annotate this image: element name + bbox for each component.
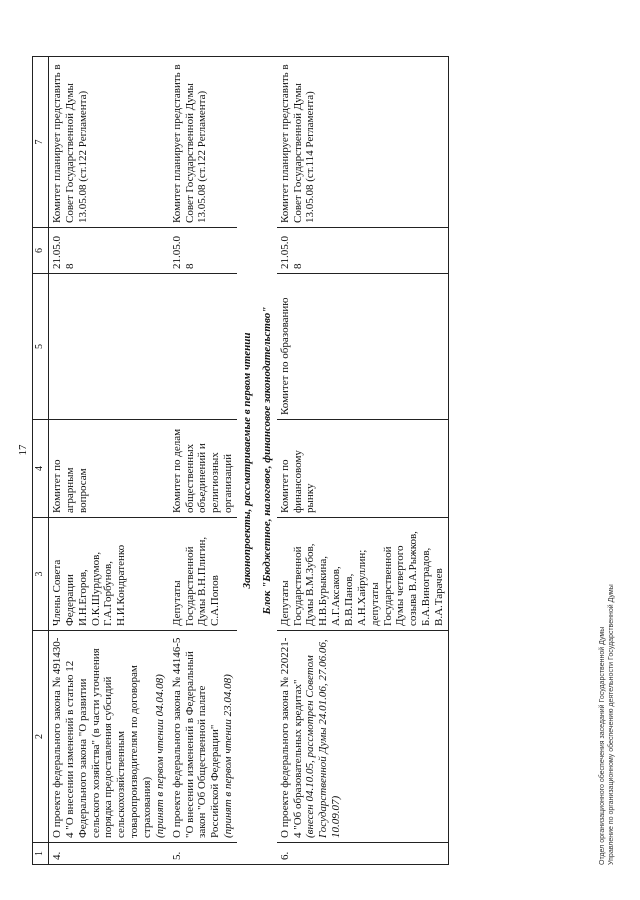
bill-authors: Депутаты Государственной Думы В.Н.Плигин, С.А.Попов (169, 518, 237, 631)
co-committee (49, 274, 169, 420)
footer-line-administration: Управление по организационному обеспечению деятельности Государственной Думы (608, 584, 616, 865)
column-header-5: 5 (33, 274, 49, 420)
row-number: 5. (169, 843, 237, 865)
co-committee (169, 274, 237, 420)
header-row (33, 57, 49, 865)
column-header-1: 1 (33, 843, 49, 865)
bill-title: О проекте федерального закона № 44146-5 "О внесении изменений в Федеральный закон "Об Общественной палате Российской Федерации" (170, 637, 222, 838)
review-date: 21.05.08 (49, 228, 169, 274)
row-number: 4. (49, 843, 169, 865)
bill-authors: Члены Совета Федерации И.Н.Егоров, О.К.Шурдумов, Г.А.Горбунов, Н.И.Кондратенко (49, 518, 169, 631)
bill-title-cell (49, 631, 169, 843)
co-committee: Комитет по образованию (277, 274, 449, 420)
block-heading: Блок "Бюджетное, налоговое, финансовое законодательство" (257, 57, 277, 865)
page-footer (598, 584, 616, 865)
bill-status: Комитет планирует представить в Совет Государственной Думы 13.05.08 (ст.114 Регламента) (277, 57, 449, 228)
table-row (49, 57, 169, 865)
column-header-4: 4 (33, 420, 49, 518)
column-header-7: 7 (33, 57, 49, 228)
responsible-committee: Комитет по аграрным вопросам (49, 420, 169, 518)
column-header-3: 3 (33, 518, 49, 631)
column-header-2: 2 (33, 631, 49, 843)
table-row (277, 57, 449, 865)
bill-title: О проекте федерального закона № 220221-4 "Об образовательных кредитах" (278, 637, 304, 838)
bill-title: О проекте федерального закона № 491430-4 "О внесении изменений в статью 12 Федерального закона "О развитии сельского хозяйства" (в части уточнения порядка предоставления субсидий сельскохозяйственным товаропроизводителям по договорам страхования) (51, 637, 154, 838)
bill-authors: Депутаты Государственной Думы В.М.Зубов, Н.В.Бурыкина, А.Г.Аксаков, В.В.Панов, А.Н.Хайруллин; депутаты Государственной Думы четвертого созыва В.А.Рыжков, Б.А.Виноградов, В.А.Тарачев (277, 518, 449, 631)
bill-status: Комитет планирует представить в Совет Государственной Думы 13.05.08 (ст.122 Регламента) (49, 57, 169, 228)
block-heading-row (257, 57, 277, 865)
review-date: 21.05.08 (169, 228, 237, 274)
footer-line-department: Отдел организационного обеспечения заседаний Государственной Думы (599, 626, 606, 865)
bill-title-cell (169, 631, 237, 843)
bill-note: (принят в первом чтении 23.04.08) (222, 674, 235, 838)
bill-title-cell (277, 631, 449, 843)
section-heading-row (237, 57, 257, 865)
agenda-table (32, 56, 449, 865)
bill-note: (принят в первом чтении 04.04.08) (153, 674, 166, 838)
responsible-committee: Комитет по финансовому рынку (277, 420, 449, 518)
page-number: 17 (17, 444, 29, 456)
row-number: 6. (277, 843, 449, 865)
bill-status: Комитет планирует представить в Совет Государственной Думы 13.05.08 (ст.122 Регламента) (169, 57, 237, 228)
column-header-6: 6 (33, 228, 49, 274)
review-date: 21.05.08 (277, 228, 449, 274)
responsible-committee: Комитет по делам общественных объединений и религиозных организаций (169, 420, 237, 518)
section-heading: Законопроекты, рассматриваемые в первом чтении (237, 57, 257, 865)
bill-note: (внесен 04.10.05, рассмотрен Советом Государственной Думы 24.01.06, 27.06.06, 10.09.07) (304, 639, 343, 838)
table-row (169, 57, 237, 865)
